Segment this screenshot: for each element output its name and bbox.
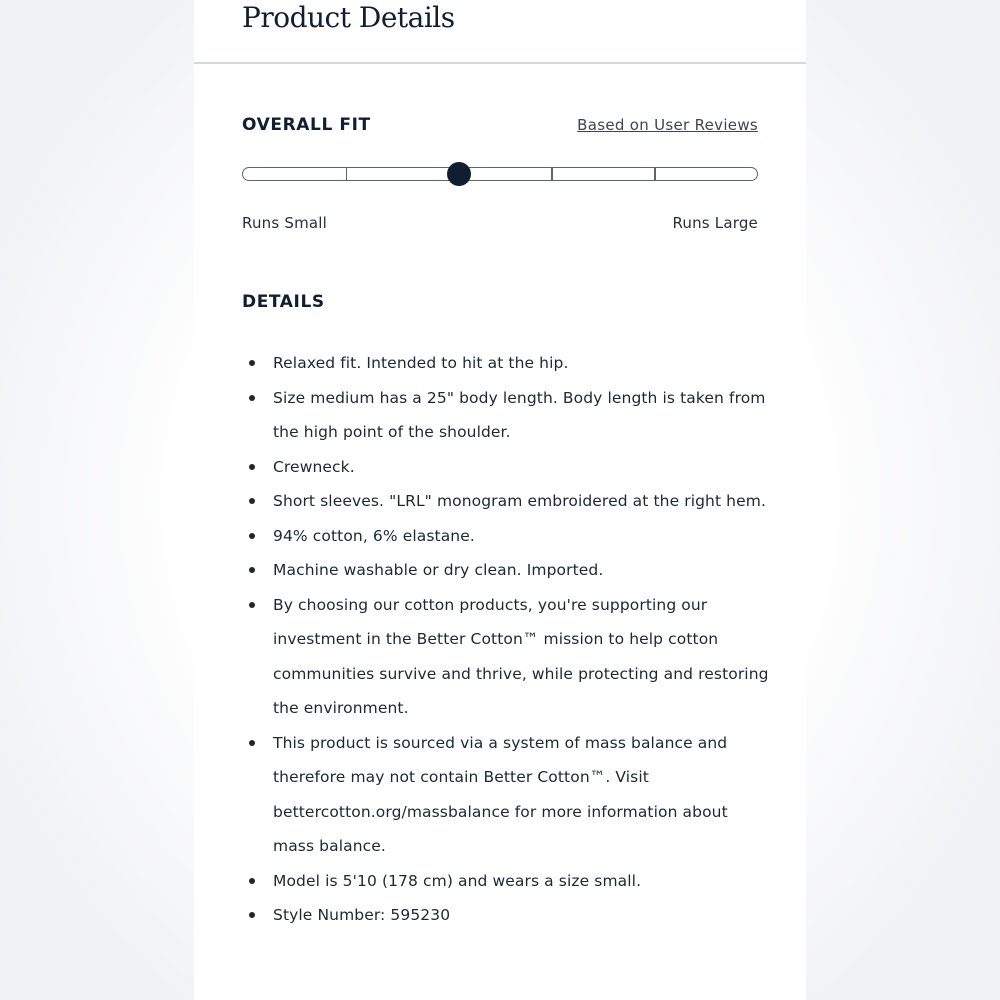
details-list-item: Relaxed fit. Intended to hit at the hip. <box>242 346 772 381</box>
details-list-item: Style Number: 595230 <box>242 898 772 933</box>
details-list-item: Crewneck. <box>242 450 772 485</box>
page-title: Product Details <box>242 1 455 34</box>
details-list-item: Short sleeves. "LRL" monogram embroidered at the right hem. <box>242 484 772 519</box>
details-list <box>242 346 772 933</box>
fit-scale-tick <box>654 168 656 180</box>
fit-scale-tick <box>551 168 553 180</box>
section-divider <box>194 62 806 64</box>
fit-min-label: Runs Small <box>242 214 328 232</box>
details-list-item: Model is 5'10 (178 cm) and wears a size small. <box>242 864 772 899</box>
details-list-item: Machine washable or dry clean. Imported. <box>242 553 772 588</box>
details-list-item: By choosing our cotton products, you're supporting our investment in the Better Cotton™ mission to help cotton communities survive and thrive, while protecting and restoring the environment. <box>242 588 772 726</box>
fit-rating-indicator <box>447 162 471 186</box>
fit-scale-tick <box>346 168 348 180</box>
fit-scale-track <box>242 167 758 181</box>
overall-fit-heading: OVERALL FIT <box>242 115 371 135</box>
details-list-item: This product is sourced via a system of mass balance and therefore may not contain Better Cotton™. Visit bettercotton.org/massbalance for more information about mass balance. <box>242 726 772 864</box>
details-heading: DETAILS <box>242 292 325 312</box>
details-list-item: 94% cotton, 6% elastane. <box>242 519 772 554</box>
details-list-item: Size medium has a 25" body length. Body length is taken from the high point of the shoulder. <box>242 381 772 450</box>
user-reviews-link[interactable]: Based on User Reviews <box>577 116 758 134</box>
fit-max-label: Runs Large <box>672 214 758 232</box>
product-details-panel <box>194 0 806 1000</box>
